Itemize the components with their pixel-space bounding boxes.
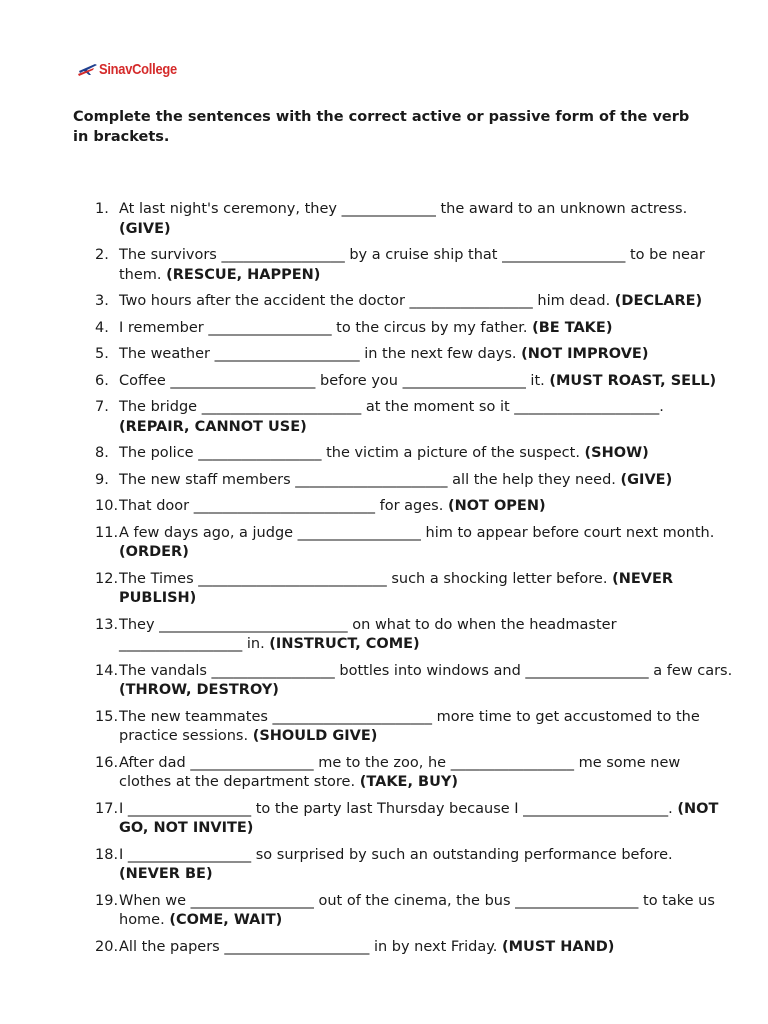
verb-hint: (BE TAKE): [532, 319, 613, 336]
verb-hint: (REPAIR, CANNOT USE): [119, 418, 307, 435]
item-text: [119, 372, 735, 392]
item-text: [119, 846, 735, 885]
verb-hint: (ORDER): [119, 544, 189, 560]
item-number: 11.: [95, 524, 119, 541]
verb-hint: (THROW, DESTROY): [119, 682, 279, 698]
verb-hint: (NOT OPEN): [447, 498, 546, 514]
item-number: 5.: [95, 346, 109, 362]
exercise-item: [95, 200, 735, 239]
exercise-item: [95, 846, 735, 885]
exercise-item: [95, 497, 735, 517]
sentence-text: The weather ____________________ in the next few days.: [119, 346, 522, 362]
verb-hint: (NOT IMPROVE): [521, 346, 649, 362]
sentence-text: The Times __________________________ such a shocking letter before.: [119, 570, 613, 587]
verb-hint: (NEVER BE): [119, 866, 213, 882]
item-text: [119, 292, 735, 312]
verb-hint: (GIVE): [119, 220, 171, 237]
item-number: 6.: [95, 372, 109, 389]
sentence-text: The survivors _________________ by a cruise ship that _________________ to be near them.: [119, 247, 705, 283]
item-number: 18.: [95, 846, 119, 863]
exercise-item: [95, 662, 735, 701]
item-text: [119, 497, 735, 517]
sentence-text: I _________________ so surprised by such an outstanding performance before.: [119, 846, 673, 863]
exercise-list: [95, 200, 735, 957]
item-number: 2.: [95, 247, 109, 263]
exercise-item: [95, 398, 735, 437]
sentence-text: The new staff members _____________________ all the help they need.: [119, 471, 621, 488]
brand-logo: [78, 59, 190, 79]
item-text: [119, 246, 735, 285]
sentence-text: The police _________________ the victim a picture of the suspect.: [119, 445, 585, 461]
item-number: 12.: [95, 570, 119, 587]
exercise-item: [95, 319, 735, 339]
item-text: [119, 616, 735, 655]
item-number: 1.: [95, 201, 109, 217]
sentence-text: Two hours after the accident the doctor _________________ him dead.: [119, 293, 615, 309]
sentence-text: The vandals _________________ bottles into windows and _________________ a few cars.: [119, 662, 733, 679]
exercise-item: [95, 471, 735, 491]
item-number: 3.: [95, 293, 109, 309]
exercise-item: [95, 938, 735, 958]
verb-hint: (DECLARE): [614, 293, 703, 309]
item-text: [119, 800, 735, 839]
item-number: 20.: [95, 938, 119, 955]
item-text: [119, 938, 735, 958]
item-text: [119, 524, 735, 563]
verb-hint: (SHOW): [584, 445, 649, 461]
item-number: 13.: [95, 616, 119, 633]
sentence-text: All the papers ____________________ in by next Friday.: [119, 938, 502, 955]
exercise-item: [95, 444, 735, 464]
exercise-item: [95, 372, 735, 392]
exercise-item: [95, 345, 735, 365]
sentence-text: I remember _________________ to the circus by my father.: [119, 319, 533, 336]
sentence-text: Coffee ____________________ before you _________________ it.: [119, 372, 550, 389]
verb-hint: (RESCUE, HAPPEN): [166, 266, 321, 283]
sentence-text: I _________________ to the party last Thursday because I ____________________.: [119, 800, 678, 817]
item-text: [119, 708, 735, 747]
item-text: [119, 892, 735, 931]
sentence-text: A few days ago, a judge _________________ him to appear before court next month.: [119, 524, 715, 541]
exercise-item: [95, 524, 735, 563]
sentence-text: After dad _________________ me to the zoo, he _________________ me some new clothes at the department store.: [119, 754, 681, 790]
exercise-item: [95, 246, 735, 285]
verb-hint: (GIVE): [620, 471, 673, 488]
exercise-item: [95, 754, 735, 793]
sentence-text: That door _________________________ for ages.: [119, 498, 448, 514]
item-number: 19.: [95, 892, 119, 909]
verb-hint: (SHOULD GIVE): [252, 728, 378, 744]
airplane-logo-icon: [78, 61, 98, 77]
item-text: [119, 319, 735, 339]
item-text: [119, 570, 735, 609]
item-number: 8.: [95, 445, 109, 461]
verb-hint: (INSTRUCT, COME): [269, 636, 420, 652]
sentence-text: When we _________________ out of the cinema, the bus _________________ to take us home.: [119, 892, 715, 928]
item-number: 4.: [95, 319, 109, 336]
exercise-item: [95, 292, 735, 312]
instructions: Complete the sentences with the correct active or passive form of the verb in brackets.: [73, 109, 690, 145]
sentence-text: The new teammates ______________________ more time to get accustomed to the practice sessions.: [119, 708, 700, 744]
verb-hint: (MUST HAND): [502, 938, 615, 955]
sentence-text: They __________________________ on what to do when the headmaster _________________ in.: [119, 616, 617, 652]
item-number: 9.: [95, 471, 109, 488]
item-text: [119, 662, 735, 701]
sentence-text: The bridge ______________________ at the moment so it ____________________.: [119, 399, 664, 415]
item-text: [119, 345, 735, 365]
item-text: [119, 200, 735, 239]
item-number: 14.: [95, 662, 119, 679]
exercise-item: [95, 708, 735, 747]
exercise-item: [95, 616, 735, 655]
verb-hint: (NOT GO, NOT INVITE): [119, 800, 719, 836]
sentence-text: At last night's ceremony, they _____________ the award to an unknown actress.: [119, 201, 688, 217]
item-number: 16.: [95, 754, 119, 771]
item-text: [119, 444, 735, 464]
item-text: [119, 398, 735, 437]
exercise-item: [95, 570, 735, 609]
verb-hint: (MUST ROAST, SELL): [549, 372, 717, 389]
item-number: 15.: [95, 708, 119, 725]
exercise-item: [95, 892, 735, 931]
item-text: [119, 754, 735, 793]
verb-hint: (NEVER PUBLISH): [119, 570, 674, 606]
item-number: 7.: [95, 399, 109, 415]
item-number: 17.: [95, 800, 119, 817]
item-text: [119, 471, 735, 491]
verb-hint: (TAKE, BUY): [359, 774, 458, 790]
exercise-item: [95, 800, 735, 839]
logo-text: SinavCollege: [99, 60, 177, 78]
verb-hint: (COME, WAIT): [169, 912, 283, 928]
item-number: 10.: [95, 498, 119, 514]
